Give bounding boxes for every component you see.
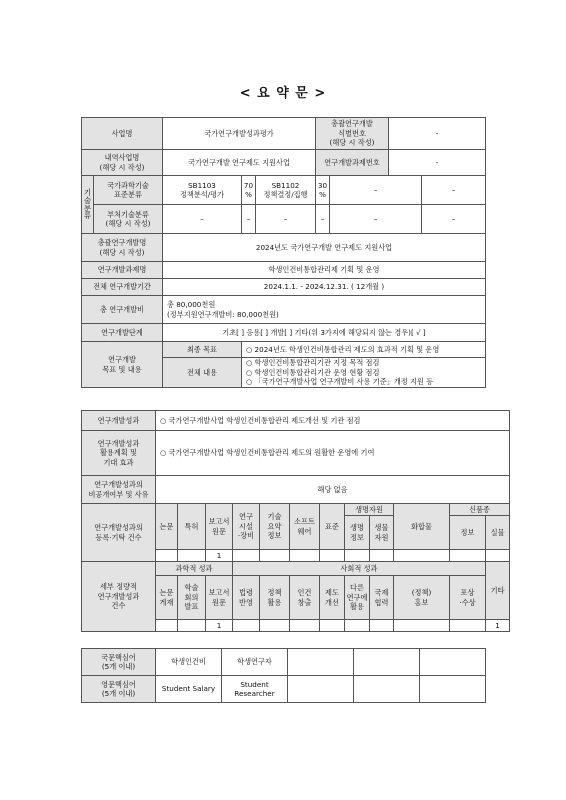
det-value	[370, 620, 394, 632]
final-goal-label: 최종 목표	[163, 342, 242, 358]
master-rd-name: 2024년도 국가연구개발 연구제도 지원사업	[163, 234, 486, 262]
det-head-report: 보고서 원문	[206, 576, 233, 620]
total-budget: 총 80,000천원 (정부지원연구개발비: 80,000천원)	[163, 296, 486, 324]
det-value: 1	[206, 620, 233, 632]
det-value	[290, 620, 320, 632]
reg-value	[320, 550, 345, 562]
det-value	[233, 620, 260, 632]
det-head-other-research: 다른 연구에 활용	[345, 576, 370, 620]
reg-value	[486, 550, 510, 562]
det-head-hr: 인건 창출	[290, 576, 320, 620]
reg-head-bio-material: 생물 자원	[370, 516, 394, 550]
national-std-class-label: 국가과학기술 표준분류	[94, 176, 163, 205]
ministry-class-1: –	[163, 205, 242, 234]
det-head-other: 기타	[486, 562, 510, 620]
reg-value	[260, 550, 290, 562]
task-number: -	[389, 150, 486, 176]
det-value	[450, 620, 486, 632]
std-class-1-pct: 70 %	[242, 176, 256, 205]
det-head-conference: 학술 회의 발표	[178, 576, 206, 620]
reg-head-patent: 특허	[178, 504, 206, 550]
utilization-plan: ○ 국가연구개발사업 학생인건비통합관리 제도의 원활한 운영에 기여	[156, 431, 510, 476]
registration-label: 연구개발성과의 등록·기탁 건수	[82, 504, 156, 562]
det-head-intl: 국제 협력	[370, 576, 394, 620]
reg-value	[233, 550, 260, 562]
utilization-plan-label: 연구개발성과 활용계획 및 기대 효과	[82, 431, 156, 476]
english-keyword: Student Researcher	[222, 676, 288, 703]
rd-result-label: 연구개발성과	[82, 411, 156, 431]
reg-value	[370, 550, 394, 562]
det-head-law: 법령 반영	[233, 576, 260, 620]
social-result-group: 사회적 성과	[233, 562, 486, 576]
scientific-result-group: 과학적 성과	[156, 562, 233, 576]
reg-head-compound: 화합물	[394, 504, 450, 550]
std-class-2: SB1102 정책결정/집행	[256, 176, 316, 205]
reg-head-new-variety: 신품종	[450, 504, 510, 516]
ministry-class-1-pct: –	[242, 205, 256, 234]
english-keyword	[420, 676, 486, 703]
korean-keyword: 학생연구자	[222, 649, 288, 676]
reg-head-software: 소프트 웨어	[290, 504, 320, 550]
project-name: 국가연구개발성과평가	[163, 118, 316, 150]
korean-keyword	[420, 649, 486, 676]
det-value	[320, 620, 345, 632]
korean-keyword	[288, 649, 354, 676]
reg-head-facility: 연구 시설 ·장비	[233, 504, 260, 550]
reg-value	[394, 550, 450, 562]
korean-keyword: 학생인건비	[156, 649, 222, 676]
project-name-label: 사업명	[82, 118, 163, 150]
std-class-1: SB1103 정책분석/평가	[163, 176, 242, 205]
reg-head-variety-info: 정보	[450, 516, 486, 550]
ministry-class-3: –	[330, 205, 422, 234]
reg-value	[290, 550, 320, 562]
det-value	[260, 620, 290, 632]
reg-value	[156, 550, 178, 562]
english-keyword: Student Salary	[156, 676, 222, 703]
reg-head-variety-real: 실물	[486, 516, 510, 550]
ministry-tech-class-label: 부처기술분류 (해당 시 작성)	[94, 205, 163, 234]
reg-value	[178, 550, 206, 562]
std-class-3-pct: –	[422, 176, 486, 205]
full-content-label: 전체 내용	[163, 358, 242, 388]
det-value	[156, 620, 178, 632]
reg-head-bio-info: 생명 정보	[345, 516, 370, 550]
rd-stage-label: 연구개발단계	[82, 324, 163, 342]
korean-keyword	[354, 649, 420, 676]
rd-stage: 기초[ ] 응용[ ] 개발[ ] 기타(위 3가지에 해당되지 않는 경우)[ √ ]	[163, 324, 486, 342]
goal-content-label: 연구개발 목표 및 내용	[82, 342, 163, 388]
reg-value: 1	[206, 550, 233, 562]
total-budget-label: 총 연구개발비	[82, 296, 163, 324]
tech-class-side-label: 기 술 분 류	[82, 176, 94, 234]
det-head-policy: 정책 활용	[260, 576, 290, 620]
results-table	[81, 410, 510, 632]
full-content: ○ 학생인건비통합관리기관 지정 목적 점검 ○ 학생인건비통합관리기관 운영 현황 점검 ○ 「국가연구개발사업 연구개발비 사용 기준」개정 지원 등	[242, 358, 486, 388]
keywords-table	[81, 648, 486, 703]
reg-head-standard: 표준	[320, 504, 345, 550]
nonpublic-reason: 해당 없음	[156, 476, 510, 504]
det-head-system: 제도 개선	[320, 576, 345, 620]
ministry-class-2: –	[256, 205, 316, 234]
master-rd-name-label: 총괄연구개발명 (해당 시 작성)	[82, 234, 163, 262]
detail-count-label: 세부 정량적 연구개발성과 건수	[82, 562, 156, 632]
nonpublic-label: 연구개발성과의 비공개여부 및 사유	[82, 476, 156, 504]
det-value	[345, 620, 370, 632]
std-class-3: –	[330, 176, 422, 205]
korean-keywords-label: 국문핵심어 (5개 이내)	[82, 649, 156, 676]
rd-result: ○ 국가연구개발사업 학생인건비통합관리 제도개선 및 기관 점검	[156, 411, 510, 431]
page-title: < 요 약 문 >	[239, 86, 327, 101]
reg-head-bioresource: 생명자원	[345, 504, 394, 516]
sub-project: 국가연구개발 연구제도 지원사업	[163, 150, 316, 176]
task-number-label: 연구개발과제번호	[316, 150, 389, 176]
det-head-publication: 논문 게재	[156, 576, 178, 620]
std-class-2-pct: 30 %	[316, 176, 330, 205]
det-value	[178, 620, 206, 632]
rd-period: 2024.1.1. - 2024.12.31. ( 12개월 )	[163, 279, 486, 296]
reg-value	[450, 550, 486, 562]
reg-head-tech-summary: 기술 요약 정보	[260, 504, 290, 550]
final-goal: ○ 2024년도 학생인건비통합관리 제도의 효과적 기획 및 운영	[242, 342, 486, 358]
det-value: 1	[486, 620, 510, 632]
rd-period-label: 전체 연구개발기간	[82, 279, 163, 296]
master-rd-id: -	[389, 118, 486, 150]
reg-value	[345, 550, 370, 562]
english-keyword	[354, 676, 420, 703]
ministry-class-3-pct: –	[422, 205, 486, 234]
det-head-pr: (정책) 홍보	[394, 576, 450, 620]
summary-info-table	[81, 117, 486, 388]
english-keywords-label: 영문핵심어 (5개 이내)	[82, 676, 156, 703]
task-title: 학생인건비통합관리제 기획 및 운영	[163, 262, 486, 279]
det-value	[394, 620, 450, 632]
english-keyword	[288, 676, 354, 703]
task-title-label: 연구개발과제명	[82, 262, 163, 279]
master-rd-id-label: 총괄연구개발 식별번호 (해당 시 작성)	[316, 118, 389, 150]
reg-head-report: 보고서 원문	[206, 504, 233, 550]
reg-head-paper: 논문	[156, 504, 178, 550]
sub-project-label: 내역사업명 (해당 시 작성)	[82, 150, 163, 176]
ministry-class-2-pct: –	[316, 205, 330, 234]
det-head-award: 포상 ·수상	[450, 576, 486, 620]
